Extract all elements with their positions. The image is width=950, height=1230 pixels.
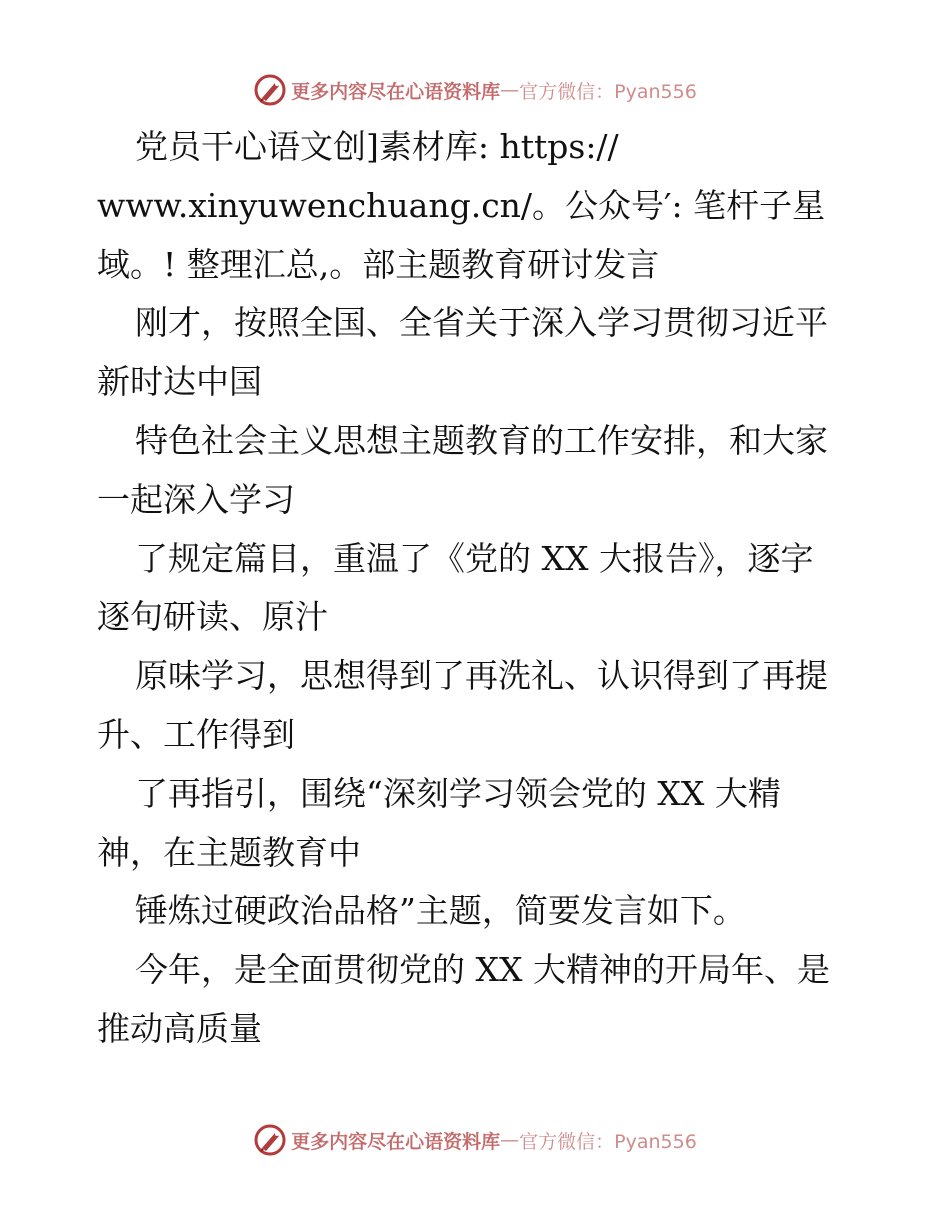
body-line: 一起深入学习 bbox=[97, 479, 295, 519]
body-line: 原味学习，思想得到了再洗礼、认识得到了再提 bbox=[135, 656, 828, 696]
footer-banner-text: 更多内容尽在心语资料库 bbox=[291, 1130, 501, 1153]
body-line: 神，在主题教育中 bbox=[97, 832, 361, 872]
body-line: 了再指引，围绕“深刻学习领会党的 XX 大精 bbox=[135, 773, 781, 813]
body-line: 党员干心语文创]素材库: https:// bbox=[135, 127, 619, 166]
header-banner-dash: — bbox=[500, 79, 520, 101]
body-line: 升、工作得到 bbox=[97, 714, 295, 754]
footer-banner bbox=[0, 1120, 950, 1160]
footer-banner-contact: 官方微信：Pyan556 bbox=[519, 1130, 697, 1153]
body-line: 特色社会主义思想主题教育的工作安排，和大家 bbox=[135, 420, 828, 460]
pen-logo-icon bbox=[253, 73, 287, 107]
body-line: 推动高质量 bbox=[97, 1008, 262, 1048]
body-line: 了规定篇目，重温了《党的 XX 大报告》，逐字 bbox=[135, 538, 814, 578]
footer-banner-dash: — bbox=[500, 1129, 520, 1151]
pen-logo-icon bbox=[253, 1123, 287, 1157]
header-banner-contact: 官方微信：Pyan556 bbox=[519, 80, 697, 103]
body-line: 今年，是全面贯彻党的 XX 大精神的开局年、是 bbox=[135, 950, 830, 990]
header-banner bbox=[0, 70, 950, 110]
body-line: 新时达中国 bbox=[97, 362, 262, 402]
body-line: 刚才，按照全国、全省关于深入学习贯彻习近平 bbox=[135, 303, 828, 343]
body-line: www.xinyuwenchuang.cn/。公众号′: 笔杆子星 bbox=[97, 185, 826, 225]
header-banner-text: 更多内容尽在心语资料库 bbox=[291, 80, 501, 103]
document-body bbox=[97, 118, 857, 1059]
body-line: 逐句研读、原汁 bbox=[97, 597, 328, 637]
body-line: 锤炼过硬政治品格”主题，简要发言如下。 bbox=[135, 891, 746, 931]
body-line: 域。! 整理汇总,。部主题教育研讨发言 bbox=[97, 244, 660, 284]
